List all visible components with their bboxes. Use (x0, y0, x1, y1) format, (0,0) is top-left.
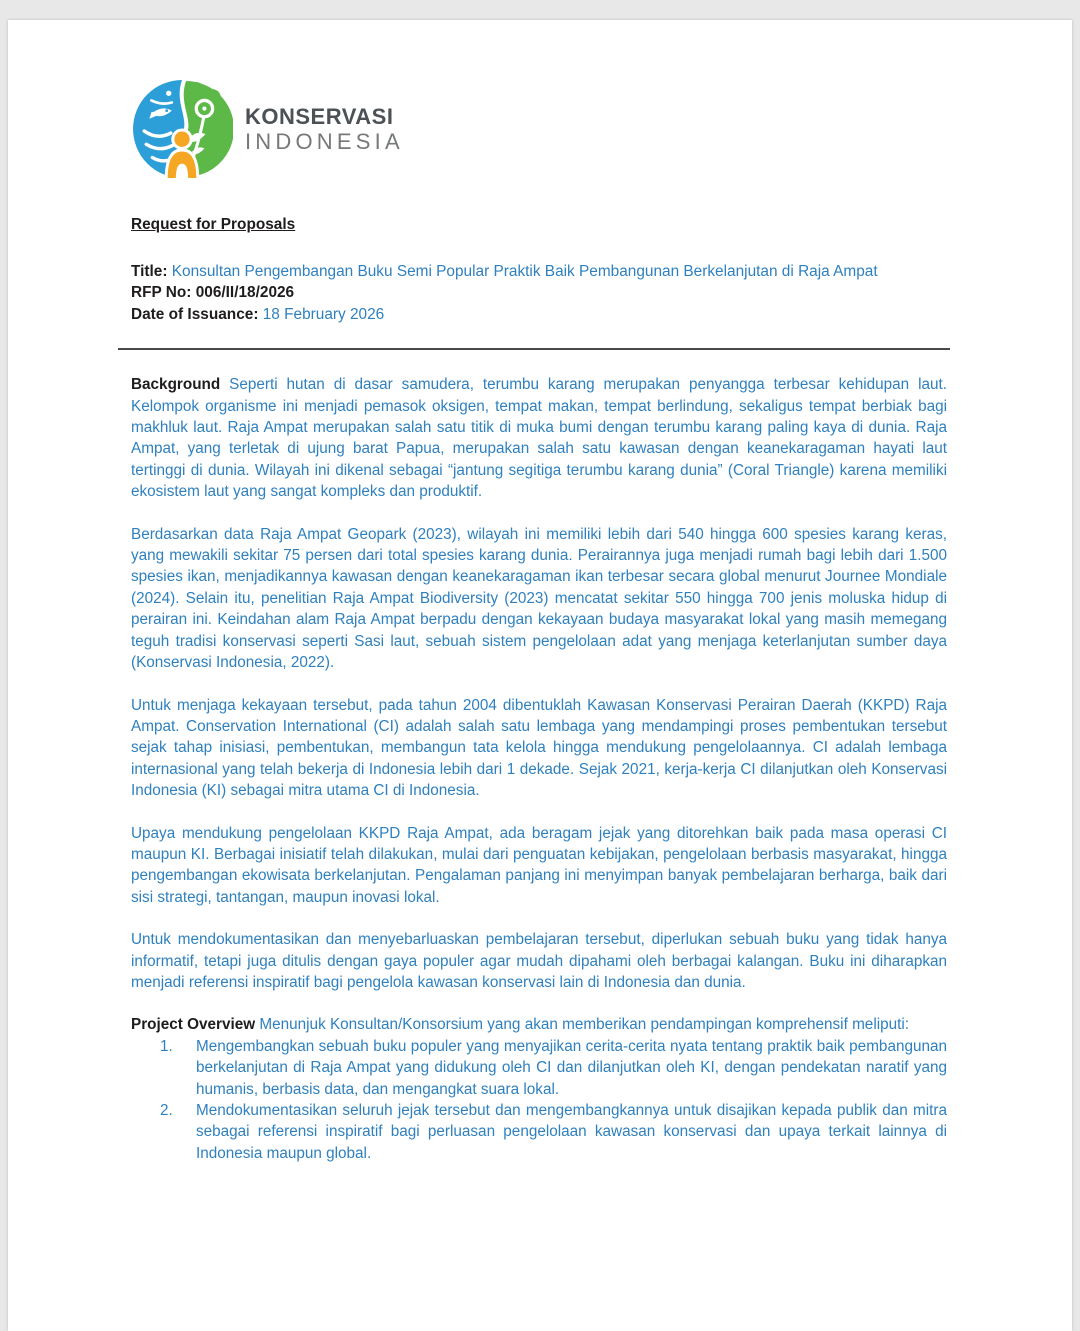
project-overview-paragraph (131, 1014, 947, 1035)
issuance-line (131, 304, 947, 325)
project-overview-lead-text: Menunjuk Konsultan/Konsorsium yang akan memberikan pendampingan komprehensif meliputi: (259, 1016, 910, 1034)
project-overview-list (131, 1036, 947, 1164)
rfp-number-line (131, 282, 947, 303)
issuance-label: Date of Issuance: (131, 305, 259, 323)
brand-name-line2: INDONESIA (245, 129, 404, 154)
logo-lockup (131, 78, 947, 180)
title-value: Konsultan Pengembangan Buku Semi Popular Praktik Baik Pembangunan Berkelanjutan di Raja Ampat (171, 263, 878, 280)
background-paragraph-4: Upaya mendukung pengelolaan KKPD Raja Ampat, ada beragam jejak yang ditorehkan baik pada masa operasi CI maupun KI. Berbagai inisiatif telah dilakukan, mulai dari penguatan kebijakan, pengelolaan berbasis masyarakat, hingga pengembangan ekowisata berkelanjutan. Pengalaman panjang ini menyimpan banyak pembelajaran berharga, baik dari sisi strategi, tantangan, maupun inovasi lokal. (131, 824, 947, 906)
background-label: Background (131, 376, 221, 394)
list-item-1 (131, 1036, 947, 1100)
background-paragraph-2: Berdasarkan data Raja Ampat Geopark (2023), wilayah ini memiliki lebih dari 540 hingga 600 spesies karang keras, yang mewakili sekitar 75 persen dari total spesies karang dunia. Perairannya juga menjadi rumah bagi lebih dari 1.500 spesies ikan, menjadikannya kawasan dengan keanekaragaman ikan terbesar secara global menurut Journee Mondiale (2024). Selain itu, penelitian Raja Ampat Biodiversity (2023) mencatat sekitar 550 hingga 700 jenis moluska hidup di perairan ini. Keindahan alam Raja Ampat berpadu dengan kekayaan budaya masyarakat lokal yang masih memegang teguh tradisi konservasi seperti Sasi laut, sebuah sistem pengelolaan adat yang menjaga keterlanjutan sumber daya (Konservasi Indonesia, 2022). (131, 525, 947, 672)
project-overview-label: Project Overview (131, 1016, 256, 1034)
title-label: Title: (131, 263, 168, 280)
background-paragraph-5: Untuk mendokumentasikan dan menyebarluaskan pembelajaran tersebut, diperlukan sebuah buku yang tidak hanya informatif, tetapi juga ditulis dengan gaya populer agar mudah dipahami oleh berbagai kalangan. Buku ini diharapkan menjadi referensi inspiratif bagi pengelola kawasan konservasi lain di Indonesia dan dunia. (131, 931, 947, 991)
rfp-meta (131, 261, 947, 325)
list-item-2 (131, 1100, 947, 1164)
konservasi-indonesia-logo-icon (131, 78, 233, 180)
title-line (131, 261, 947, 282)
issuance-value: 18 February 2026 (262, 305, 385, 323)
background-paragraph-lead (131, 374, 947, 502)
list-item-2-number: 2. (160, 1102, 173, 1119)
list-item-1-text: Mengembangkan sebuah buku populer yang menyajikan cerita-cerita nyata tentang praktik baik pembangunan berkelanjutan di Raja Ampat yang didukung oleh CI dan dilanjutkan oleh KI, dengan pendekatan naratif yang humanis, berbasis data, dan mengangkat suara lokal. (196, 1037, 947, 1098)
rfp-number-label: RFP No: (131, 284, 192, 302)
section-divider (118, 348, 950, 350)
brand-name-line1: KONSERVASI (245, 104, 394, 129)
background-paragraph-3: Untuk menjaga kekayaan tersebut, pada tahun 2004 dibentuklah Kawasan Konservasi Perairan Daerah (KKPD) Raja Ampat. Conservation International (CI) adalah salah satu lembaga yang mendampingi proses pembentukan tersebut sejak tahap inisiasi, pembentukan, membangun tata kelola hingga mendukung pengelolaannya. CI adalah lembaga internasional yang telah bekerja di Indonesia lebih dari 1 dekade. Sejak 2021, kerja-kerja CI dilanjutkan oleh Konservasi Indonesia (KI) sebagai mitra utama CI di Indonesia. (131, 696, 947, 800)
rfp-heading: Request for Proposals (131, 216, 296, 233)
document-content (8, 20, 1072, 1164)
background-lead-text: Seperti hutan di dasar samudera, terumbu karang merupakan penyangga terbesar kehidupan laut. Kelompok organisme ini menjadi pemasok oksigen, tempat makan, tempat berlindung, sekaligus tempat berbiak bagi makhluk laut. Raja Ampat merupakan salah satu titik di muka bumi dengan terumbu karang paling kaya di dunia. Raja Ampat, yang terletak di ujung barat Papua, merupakan salah satu kawasan dengan keanekaragaman hayati laut tertinggi di dunia. Wilayah ini dikenal sebagai “jantung segitiga terumbu karang dunia” (Coral Triangle) karena memiliki ekosistem laut yang sangat kompleks dan produktif. (131, 376, 947, 501)
rfp-number-value: 006/II/18/2026 (195, 284, 295, 302)
list-item-1-number: 1. (160, 1037, 173, 1055)
brand-name (245, 104, 404, 154)
document-page (8, 20, 1072, 1331)
list-item-2-text: Mendokumentasikan seluruh jejak tersebut dan mengembangkannya untuk disajikan kepada publik dan mitra sebagai referensi inspiratif bagi perluasan pengelolaan kawasan konservasi dan upaya terkait lainnya di Indonesia maupun global. (196, 1102, 947, 1162)
